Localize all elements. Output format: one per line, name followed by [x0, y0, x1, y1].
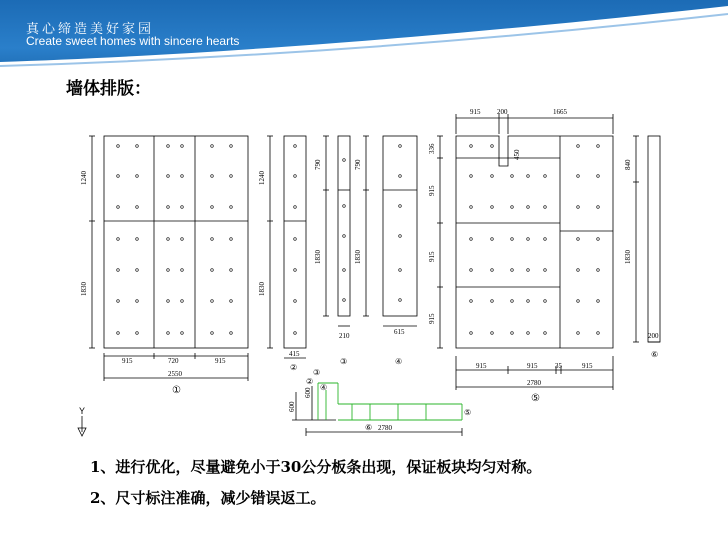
anchor-hole: [511, 332, 514, 335]
anchor-hole: [577, 206, 580, 209]
anchor-hole: [136, 145, 139, 148]
anchor-hole: [527, 332, 530, 335]
anchor-hole: [211, 332, 214, 335]
anchor-hole: [470, 175, 473, 178]
d1-height-1: 1240: [80, 171, 88, 185]
panel-drawing-6: [633, 136, 660, 342]
d5-number: ⑤: [531, 393, 540, 404]
anchor-hole: [577, 145, 580, 148]
anchor-hole: [491, 145, 494, 148]
panel-drawing-1: [89, 136, 248, 381]
anchor-hole: [117, 145, 120, 148]
d5-bottom-width-3: 35: [555, 362, 562, 370]
d4-width: 615: [394, 328, 405, 336]
anchor-hole: [117, 300, 120, 303]
anchor-hole: [399, 299, 402, 302]
plan-dim-2: 600: [304, 387, 312, 398]
anchor-hole: [491, 269, 494, 272]
anchor-hole: [211, 206, 214, 209]
anchor-hole: [117, 238, 120, 241]
plan-circle-5: ⑤: [464, 408, 472, 417]
anchor-hole: [597, 269, 600, 272]
d1-total: 2550: [168, 370, 182, 378]
anchor-hole: [230, 332, 233, 335]
anchor-hole: [597, 145, 600, 148]
anchor-hole: [399, 145, 402, 148]
anchor-hole: [577, 175, 580, 178]
plan-circle-4: ④: [320, 383, 328, 392]
d4-height-1: 790: [354, 159, 362, 170]
anchor-hole: [470, 332, 473, 335]
anchor-hole: [181, 238, 184, 241]
d3-height-2: 1830: [314, 250, 322, 264]
anchor-hole: [181, 175, 184, 178]
anchor-hole: [167, 332, 170, 335]
anchor-holes: [117, 145, 600, 335]
anchor-hole: [577, 300, 580, 303]
anchor-hole: [343, 235, 346, 238]
anchor-hole: [167, 300, 170, 303]
d5-height-3: 915: [428, 251, 436, 262]
anchor-hole: [511, 269, 514, 272]
anchor-hole: [294, 238, 297, 241]
anchor-hole: [167, 206, 170, 209]
d5-top-width-2: 200: [497, 108, 508, 116]
anchor-hole: [343, 269, 346, 272]
anchor-hole: [230, 269, 233, 272]
d6-number: ⑥: [651, 350, 659, 359]
panel-drawing-2: [267, 136, 306, 358]
anchor-hole: [577, 332, 580, 335]
d5-height-1: 336: [428, 143, 436, 154]
anchor-hole: [399, 269, 402, 272]
anchor-hole: [470, 269, 473, 272]
d5-total: 2780: [527, 379, 541, 387]
anchor-hole: [597, 238, 600, 241]
anchor-hole: [211, 269, 214, 272]
anchor-hole: [544, 238, 547, 241]
anchor-hole: [211, 238, 214, 241]
anchor-hole: [577, 269, 580, 272]
panel-drawing-5: [437, 114, 613, 390]
anchor-hole: [230, 238, 233, 241]
anchor-hole: [343, 205, 346, 208]
anchor-hole: [399, 205, 402, 208]
anchor-hole: [230, 300, 233, 303]
anchor-hole: [167, 175, 170, 178]
d1-number: ①: [172, 385, 181, 396]
d5-height-4: 915: [428, 313, 436, 324]
anchor-hole: [527, 175, 530, 178]
anchor-hole: [167, 238, 170, 241]
header-title-en: Create sweet homes with sincere hearts: [26, 34, 240, 48]
anchor-hole: [527, 300, 530, 303]
d6-width: 200: [648, 332, 659, 340]
anchor-hole: [117, 206, 120, 209]
anchor-hole: [399, 175, 402, 178]
anchor-hole: [597, 332, 600, 335]
anchor-hole: [136, 206, 139, 209]
anchor-hole: [544, 300, 547, 303]
anchor-hole: [527, 238, 530, 241]
anchor-hole: [181, 332, 184, 335]
anchor-hole: [211, 175, 214, 178]
anchor-hole: [470, 238, 473, 241]
anchor-hole: [527, 269, 530, 272]
plan-circle-6: ⑥: [365, 423, 373, 432]
anchor-hole: [491, 206, 494, 209]
d4-height-2: 1830: [354, 250, 362, 264]
anchor-hole: [511, 300, 514, 303]
anchor-hole: [136, 269, 139, 272]
anchor-hole: [544, 332, 547, 335]
anchor-hole: [181, 300, 184, 303]
anchor-hole: [181, 206, 184, 209]
d5-bottom-width-2: 915: [527, 362, 538, 370]
d5-top-width-1: 915: [470, 108, 481, 116]
d5-notch: 450: [513, 149, 521, 160]
d2-width: 415: [289, 350, 300, 358]
anchor-hole: [597, 300, 600, 303]
anchor-hole: [470, 206, 473, 209]
anchor-hole: [136, 238, 139, 241]
anchor-hole: [211, 145, 214, 148]
note-1: 1、进行优化，尽量避免小于30公分板条出现，保证板块均匀对称。: [90, 458, 542, 476]
d2-number: ②: [290, 363, 298, 372]
d3-height-1: 790: [314, 159, 322, 170]
anchor-hole: [167, 269, 170, 272]
anchor-hole: [211, 300, 214, 303]
anchor-hole: [544, 175, 547, 178]
plan-total: 2780: [378, 424, 392, 432]
y-axis-marker: [78, 416, 86, 436]
anchor-hole: [527, 206, 530, 209]
anchor-hole: [511, 206, 514, 209]
d5-top-width-3: 1665: [553, 108, 567, 116]
anchor-hole: [167, 145, 170, 148]
d6-height-1: 840: [624, 159, 632, 170]
anchor-hole: [181, 269, 184, 272]
panel-drawing-4: [363, 136, 417, 326]
anchor-hole: [470, 300, 473, 303]
anchor-hole: [294, 300, 297, 303]
plan-circle-3: ③: [313, 368, 321, 377]
anchor-hole: [491, 300, 494, 303]
d1-width-3: 915: [215, 357, 226, 365]
axis-label-y: Y: [79, 406, 86, 416]
anchor-hole: [597, 175, 600, 178]
note-2: 2、尺寸标注准确，减少错误返工。: [90, 489, 326, 507]
anchor-hole: [181, 145, 184, 148]
d1-height-2: 1830: [80, 282, 88, 296]
anchor-hole: [470, 145, 473, 148]
d1-width-2: 720: [168, 357, 179, 365]
anchor-hole: [491, 238, 494, 241]
d5-bottom-width-4: 915: [582, 362, 593, 370]
anchor-hole: [230, 206, 233, 209]
anchor-hole: [511, 175, 514, 178]
anchor-hole: [491, 332, 494, 335]
anchor-hole: [294, 269, 297, 272]
anchor-hole: [343, 159, 346, 162]
anchor-hole: [577, 238, 580, 241]
anchor-hole: [117, 332, 120, 335]
anchor-hole: [136, 300, 139, 303]
anchor-hole: [294, 206, 297, 209]
d1-width-1: 915: [122, 357, 133, 365]
anchor-hole: [136, 332, 139, 335]
anchor-hole: [343, 299, 346, 302]
d5-height-2: 915: [428, 185, 436, 196]
anchor-hole: [117, 269, 120, 272]
d2-height-2: 1830: [258, 282, 266, 296]
d5-bottom-width-1: 915: [476, 362, 487, 370]
plan-dim-1: 600: [288, 401, 296, 412]
anchor-hole: [136, 175, 139, 178]
anchor-hole: [544, 269, 547, 272]
anchor-hole: [511, 238, 514, 241]
anchor-hole: [117, 175, 120, 178]
section-title: 墙体排版：: [66, 79, 151, 99]
d4-number: ④: [395, 357, 403, 366]
anchor-hole: [544, 206, 547, 209]
header-title-cn: 真心缔造美好家园: [26, 22, 155, 37]
anchor-hole: [294, 332, 297, 335]
anchor-hole: [294, 145, 297, 148]
d2-height-1: 1240: [258, 171, 266, 185]
anchor-hole: [399, 235, 402, 238]
plan-view: [292, 383, 462, 436]
panel-drawing-3: [323, 136, 350, 326]
anchor-hole: [597, 206, 600, 209]
d3-number: ③: [340, 357, 348, 366]
anchor-hole: [230, 175, 233, 178]
anchor-hole: [491, 175, 494, 178]
anchor-hole: [294, 175, 297, 178]
d3-width: 210: [339, 332, 350, 340]
d6-height-2: 1830: [624, 250, 632, 264]
plan-circle-2: ②: [306, 377, 314, 386]
anchor-hole: [230, 145, 233, 148]
